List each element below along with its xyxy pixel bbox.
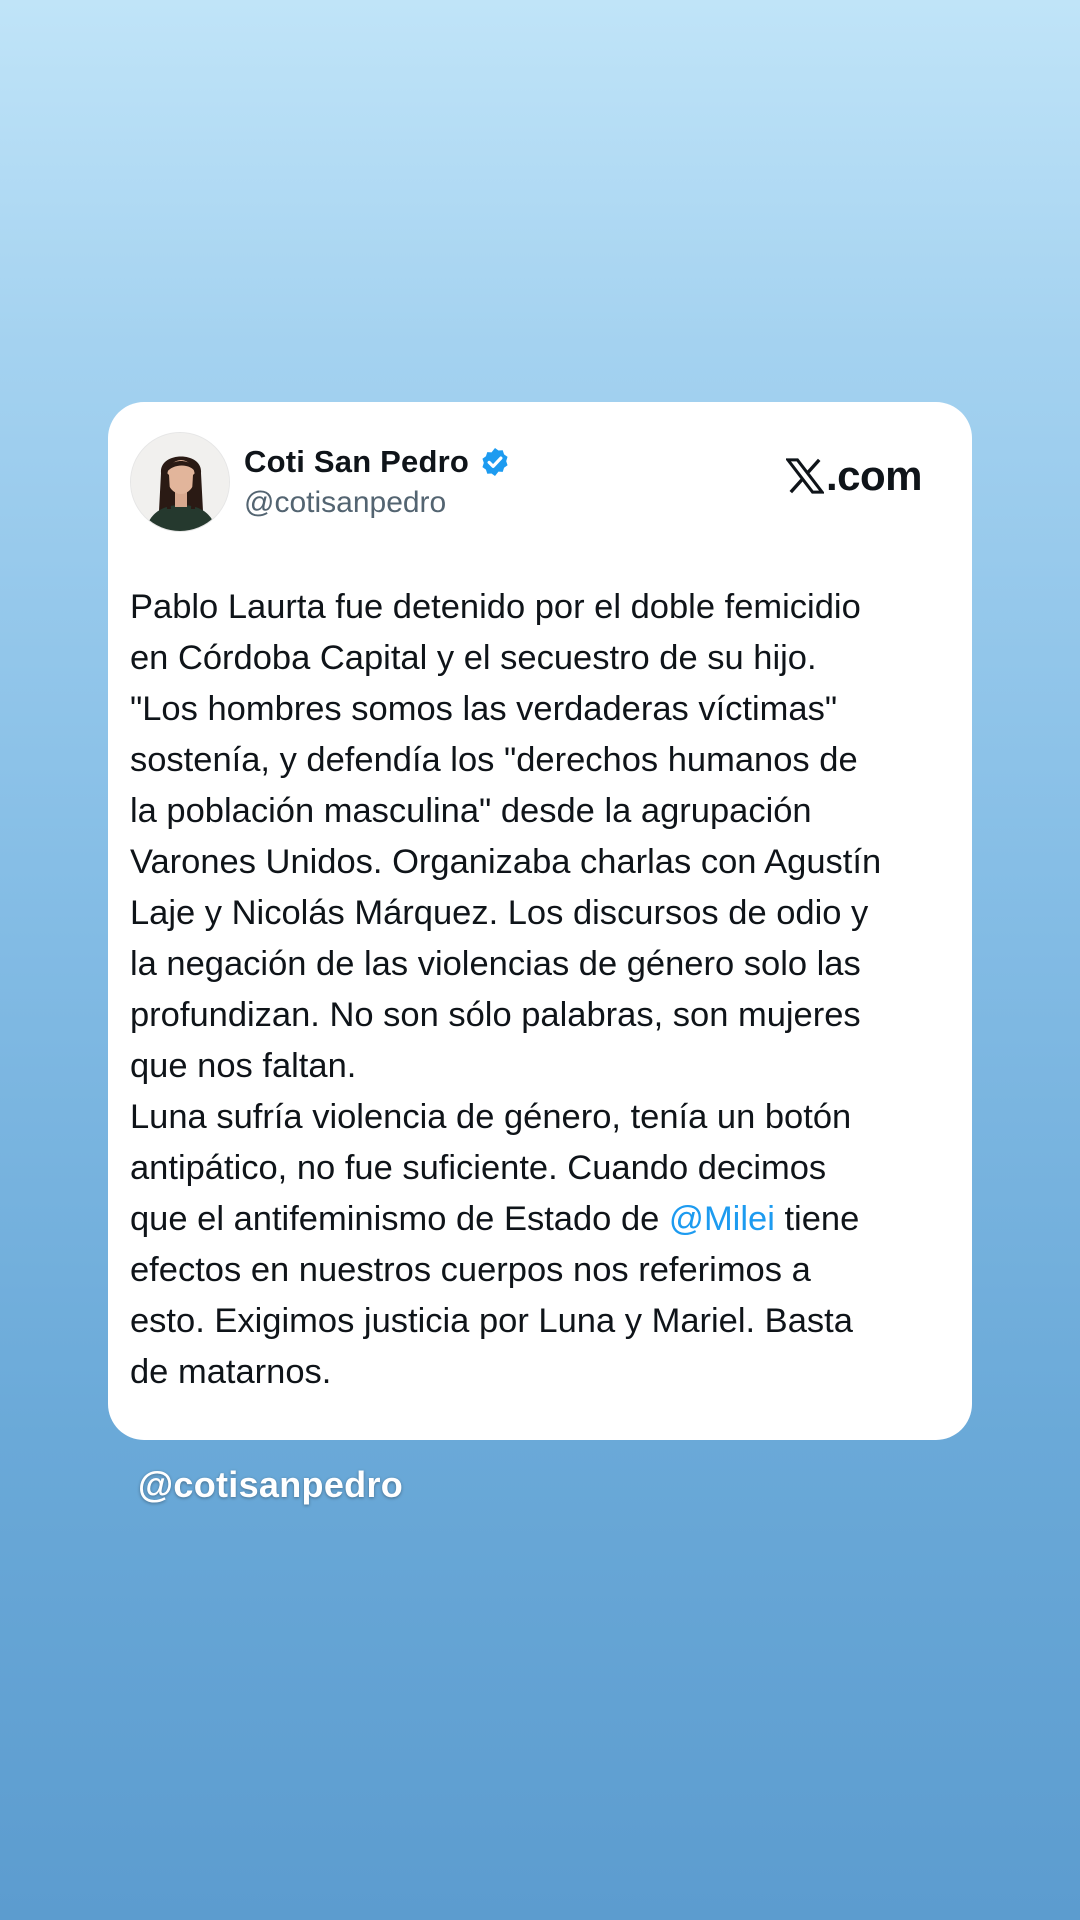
footer-handle[interactable]: @cotisanpedro <box>138 1464 404 1505</box>
tweet-line: profundizan. No son sólo palabras, son mujeres <box>130 996 861 1034</box>
tweet-line-with-mention <box>130 1194 960 1245</box>
tweet-line: la población masculina" desde la agrupación <box>130 792 812 830</box>
tweet-line: efectos en nuestros cuerpos nos referimos a <box>130 1251 811 1289</box>
tweet-text-segment: que el antifeminismo de Estado de <box>130 1200 669 1238</box>
tweet-card[interactable] <box>108 402 972 1440</box>
tweet-line: Laje y Nicolás Márquez. Los discursos de odio y <box>130 894 869 932</box>
tweet-line: Pablo Laurta fue detenido por el doble femicidio <box>130 588 861 626</box>
mention-link[interactable]: @Milei <box>668 1200 775 1238</box>
tweet-line: "Los hombres somos las verdaderas víctimas" <box>130 690 838 728</box>
avatar[interactable] <box>130 432 230 532</box>
tweet-line: en Córdoba Capital y el secuestro de su hijo. <box>130 639 817 677</box>
author-display-name[interactable]: Coti San Pedro <box>244 444 469 479</box>
source-x-com <box>786 452 922 500</box>
tweet-line: la negación de las violencias de género solo las <box>130 945 861 983</box>
tweet-line: antipático, no fue suficiente. Cuando decimos <box>130 1149 827 1187</box>
author-handle[interactable]: @cotisanpedro <box>244 486 447 519</box>
avatar-portrait-icon <box>131 433 230 532</box>
tweet-text <box>130 582 960 1398</box>
tweet-line: sostenía, y defendía los "derechos humanos de <box>130 741 858 779</box>
tweet-line: Varones Unidos. Organizaba charlas con Agustín <box>130 843 882 881</box>
verified-badge-icon <box>479 446 511 478</box>
x-logo-icon <box>786 458 824 494</box>
tweet-line: esto. Exigimos justicia por Luna y Mariel. Basta <box>130 1302 853 1340</box>
tweet-line: de matarnos. <box>130 1353 332 1391</box>
author-name-row <box>244 444 511 480</box>
tweet-text-segment: tiene <box>774 1200 860 1238</box>
source-label: .com <box>825 452 922 499</box>
tweet-line: Luna sufría violencia de género, tenía un botón <box>130 1098 852 1136</box>
tweet-line: que nos faltan. <box>130 1047 357 1085</box>
